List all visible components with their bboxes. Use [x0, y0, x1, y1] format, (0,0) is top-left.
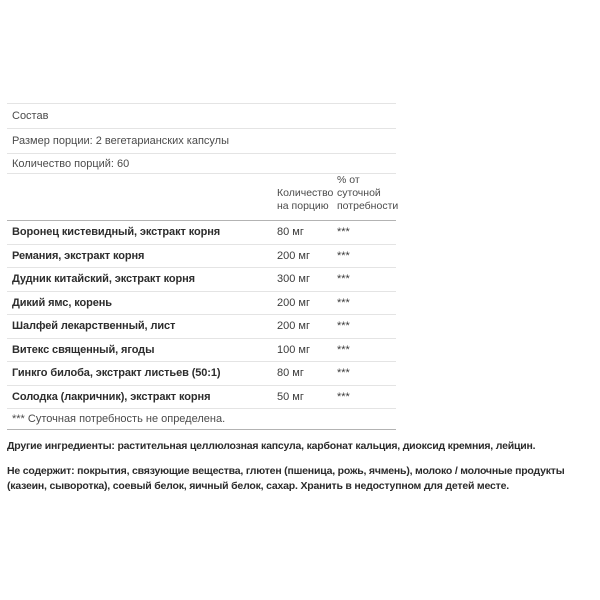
- ingredient-row: [7, 292, 396, 316]
- ingredient-amount: 80 мг: [277, 226, 304, 239]
- ingredient-column-header: [7, 174, 274, 220]
- ingredients-table-body: [7, 220, 396, 430]
- ingredient-dv: ***: [337, 390, 350, 403]
- other-ingredients-text: растительная целлюлозная капсула, карбонат кальция, диоксид кремния, лейцин.: [117, 440, 536, 452]
- ingredient-name: Витекс священный, ягоды: [12, 343, 155, 356]
- other-ingredients-paragraph: [7, 439, 583, 454]
- ingredient-name: Дудник китайский, экстракт корня: [12, 273, 195, 286]
- ingredient-amount: 200 мг: [277, 249, 310, 262]
- serving-size-row: [7, 128, 396, 153]
- other-ingredients-label: Другие ингредиенты:: [7, 440, 115, 452]
- ingredient-name: Ремания, экстракт корня: [12, 249, 145, 262]
- ingredient-row: [7, 268, 396, 292]
- ingredient-amount: 80 мг: [277, 367, 304, 380]
- ingredient-amount: 300 мг: [277, 273, 310, 286]
- ingredient-name: Дикий ямс, корень: [12, 296, 112, 309]
- serving-size-text: Размер порции: 2 вегетарианских капсулы: [12, 135, 230, 147]
- ingredient-name: Солодка (лакричник), экстракт корня: [12, 390, 211, 403]
- servings-count-row: [7, 153, 396, 173]
- additional-info: [7, 439, 583, 504]
- daily-value-footnote: [7, 409, 396, 430]
- ingredient-dv: ***: [337, 226, 350, 239]
- facts-title: Состав: [12, 110, 49, 122]
- ingredient-name: Воронец кистевидный, экстракт корня: [12, 226, 221, 239]
- ingredient-dv: ***: [337, 296, 350, 309]
- ingredient-name: Шалфей лекарственный, лист: [12, 320, 176, 333]
- ingredient-dv: ***: [337, 320, 350, 333]
- supplement-facts-table: [7, 103, 399, 430]
- table-column-headers: [7, 173, 399, 220]
- ingredient-dv: ***: [337, 343, 350, 356]
- ingredient-dv: ***: [337, 249, 350, 262]
- ingredient-row: [7, 386, 396, 410]
- amount-column-header: Количество на порцию: [277, 187, 334, 212]
- ingredient-amount: 50 мг: [277, 390, 304, 403]
- ingredient-dv: ***: [337, 367, 350, 380]
- ingredient-row: [7, 339, 396, 363]
- ingredient-row: [7, 245, 396, 269]
- ingredient-row: [7, 362, 396, 386]
- ingredient-amount: 100 мг: [277, 343, 310, 356]
- ingredient-amount: 200 мг: [277, 320, 310, 333]
- servings-count-text: Количество порций: 60: [12, 157, 130, 170]
- ingredient-dv: ***: [337, 273, 350, 286]
- ingredient-amount: 200 мг: [277, 296, 310, 309]
- does-not-contain-paragraph: [7, 464, 583, 494]
- does-not-contain-text: покрытия, связующие вещества, глютен (пшеница, рожь, ячмень), молоко / молочные продукты (казеин, сыворотка), соевый белок, яичный белок, сахар. Хранить в недоступном для детей месте.: [7, 465, 565, 492]
- does-not-contain-label: Не содержит:: [7, 465, 75, 477]
- ingredient-name: Гинкго билоба, экстракт листьев (50:1): [12, 367, 221, 380]
- ingredient-row: [7, 315, 396, 339]
- dv-column-header: % от суточной потребности: [337, 174, 399, 212]
- facts-title-row: [7, 103, 396, 128]
- ingredient-row: [7, 221, 396, 245]
- daily-value-footnote-text: *** Суточная потребность не определена.: [12, 413, 226, 425]
